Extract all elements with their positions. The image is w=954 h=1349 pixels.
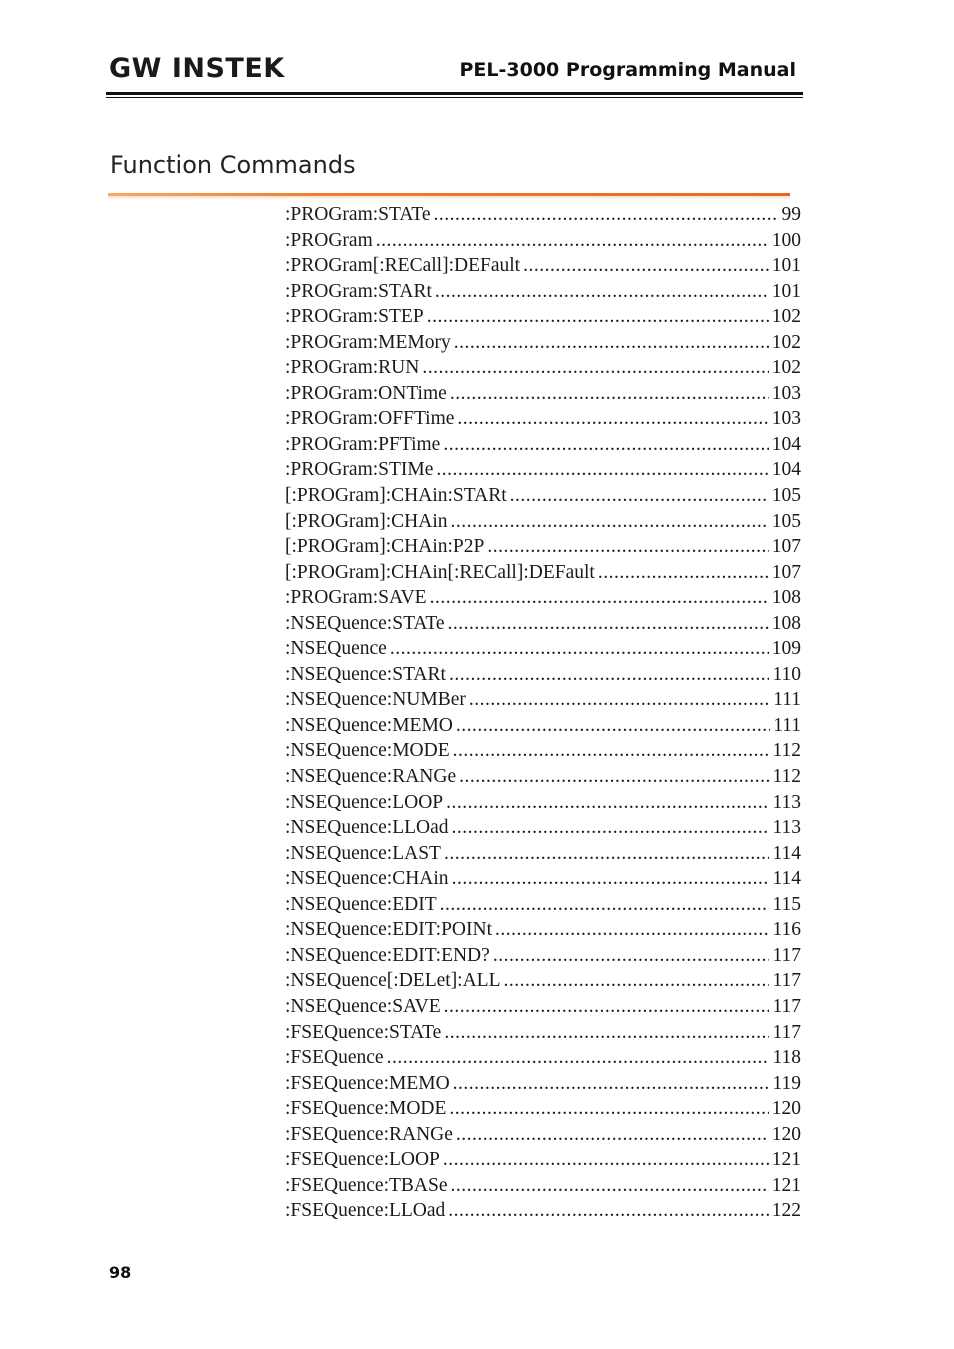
header-rule-thin	[106, 97, 803, 98]
toc-leader-dots	[436, 457, 768, 483]
toc-command: :NSEQuence	[285, 638, 387, 660]
toc-entry[interactable]	[285, 1096, 801, 1122]
toc-command: :FSEQuence:LOOP	[285, 1149, 440, 1171]
toc-page-number: 111	[773, 714, 801, 736]
toc-leader-dots	[434, 202, 779, 228]
toc-command: :FSEQuence:STATe	[285, 1021, 442, 1043]
toc-command: :FSEQuence:MEMO	[285, 1072, 450, 1094]
toc-command: :NSEQuence:EDIT	[285, 893, 437, 915]
toc-command: :FSEQuence:RANGe	[285, 1123, 453, 1145]
toc-page-number: 119	[772, 1072, 801, 1094]
page-number: 98	[109, 1263, 132, 1282]
toc-command: :NSEQuence:RANGe	[285, 766, 457, 788]
toc-page-number: 102	[771, 306, 801, 328]
toc-command: :NSEQuence:LAST	[285, 842, 441, 864]
toc-page-number: 117	[772, 995, 801, 1017]
toc-page-number: 112	[772, 766, 801, 788]
toc-leader-dots	[598, 560, 769, 586]
toc-command: :PROGram:STIMe	[285, 459, 434, 481]
toc-command: [:PROGram]:CHAin[:RECall]:DEFault	[285, 561, 595, 583]
toc-entry[interactable]	[285, 1071, 801, 1097]
toc-leader-dots	[453, 738, 770, 764]
toc-entry[interactable]	[285, 738, 801, 764]
toc-entry[interactable]	[285, 560, 801, 586]
toc-page-number: 114	[772, 868, 801, 890]
toc-leader-dots	[510, 483, 769, 509]
toc-entry[interactable]	[285, 509, 801, 535]
toc-page-number: 100	[771, 229, 801, 251]
toc-leader-dots	[448, 1198, 768, 1224]
toc-page-number: 102	[771, 331, 801, 353]
toc-command: [:PROGram]:CHAin	[285, 510, 448, 532]
toc-command: :PROGram:STATe	[285, 204, 431, 225]
toc-entry[interactable]	[285, 432, 801, 458]
toc-leader-dots	[493, 943, 770, 969]
toc-entry[interactable]	[285, 917, 801, 943]
toc-leader-dots	[449, 1096, 768, 1122]
toc-entry[interactable]	[285, 381, 801, 407]
toc-page-number: 112	[772, 740, 801, 762]
toc-entry[interactable]	[285, 534, 801, 560]
toc-page-number: 122	[771, 1200, 801, 1222]
toc-leader-dots	[390, 636, 769, 662]
toc-page-number: 110	[772, 663, 801, 685]
toc-leader-dots	[504, 968, 770, 994]
toc-leader-dots	[459, 764, 769, 790]
toc-page-number: 117	[772, 970, 801, 992]
toc-command: :PROGram:STARt	[285, 280, 432, 302]
toc-leader-dots	[453, 1071, 770, 1097]
toc-page-number: 109	[771, 638, 801, 660]
toc-leader-dots	[440, 892, 770, 918]
toc-entry[interactable]	[285, 687, 801, 713]
section-title: Function Commands	[110, 151, 356, 179]
toc-leader-dots	[454, 330, 769, 356]
toc-command: :NSEQuence:STATe	[285, 612, 445, 634]
toc-command: :FSEQuence	[285, 1047, 384, 1069]
toc-leader-dots	[444, 1020, 769, 1046]
toc-page-number: 107	[771, 561, 801, 583]
toc-page-number: 121	[771, 1149, 801, 1171]
toc-command: :NSEQuence:STARt	[285, 663, 446, 685]
toc-leader-dots	[452, 815, 770, 841]
toc-page-number: 107	[771, 536, 801, 558]
toc-entry[interactable]	[285, 790, 801, 816]
toc-command: :FSEQuence:LLOad	[285, 1200, 446, 1222]
toc-command: :PROGram:STEP	[285, 306, 424, 328]
toc-command: :NSEQuence:MEMO	[285, 714, 453, 736]
toc-entry[interactable]	[285, 994, 801, 1020]
toc-list	[285, 202, 801, 1224]
toc-page-number: 117	[772, 944, 801, 966]
toc-page-number: 113	[772, 817, 801, 839]
toc-command: :NSEQuence:LOOP	[285, 791, 444, 813]
toc-leader-dots	[444, 994, 770, 1020]
toc-entry[interactable]	[285, 713, 801, 739]
toc-leader-dots	[457, 406, 768, 432]
toc-command: :FSEQuence:MODE	[285, 1098, 447, 1120]
toc-command: :PROGram:RUN	[285, 357, 420, 379]
toc-entry[interactable]	[285, 228, 801, 254]
toc-leader-dots	[487, 534, 768, 560]
toc-leader-dots	[443, 1147, 769, 1173]
toc-entry[interactable]	[285, 841, 801, 867]
toc-entry[interactable]	[285, 866, 801, 892]
toc-leader-dots	[449, 662, 770, 688]
toc-page-number: 120	[771, 1098, 801, 1120]
toc-entry[interactable]	[285, 1122, 801, 1148]
toc-command: :NSEQuence:NUMBer	[285, 689, 466, 711]
toc-leader-dots	[376, 228, 769, 254]
toc-command: :PROGram:SAVE	[285, 587, 427, 609]
toc-page-number: 103	[771, 382, 801, 404]
toc-page-number: 101	[771, 255, 801, 277]
toc-entry[interactable]	[285, 611, 801, 637]
toc-entry[interactable]	[285, 279, 801, 305]
toc-leader-dots	[456, 713, 770, 739]
toc-leader-dots	[387, 1045, 770, 1071]
toc-entry[interactable]	[285, 1173, 801, 1199]
toc-leader-dots	[456, 1122, 769, 1148]
toc-entry[interactable]	[285, 1020, 801, 1046]
toc-leader-dots	[495, 917, 769, 943]
toc-page-number: 116	[772, 919, 801, 941]
toc-entry[interactable]	[285, 1147, 801, 1173]
toc-entry[interactable]	[285, 355, 801, 381]
toc-command: :NSEQuence:CHAin	[285, 868, 449, 890]
toc-leader-dots	[446, 790, 769, 816]
toc-command: :NSEQuence:EDIT:POINt	[285, 919, 492, 941]
toc-entry[interactable]	[285, 1045, 801, 1071]
toc-command: [:PROGram]:CHAin:P2P	[285, 536, 485, 558]
toc-command: :PROGram:MEMory	[285, 331, 451, 353]
toc-entry[interactable]	[285, 330, 801, 356]
toc-entry[interactable]	[285, 1198, 801, 1224]
toc-command: :NSEQuence:EDIT:END?	[285, 944, 490, 966]
toc-page-number: 111	[773, 689, 801, 711]
toc-page-number: 105	[771, 485, 801, 507]
toc-leader-dots	[469, 687, 770, 713]
toc-command: :PROGram:OFFTime	[285, 408, 455, 430]
toc-page-number: 113	[772, 791, 801, 813]
section-underline-shadow	[108, 196, 790, 200]
toc-command: :PROGram:PFTime	[285, 433, 441, 455]
toc-command: :NSEQuence:MODE	[285, 740, 450, 762]
toc-page-number: 114	[772, 842, 801, 864]
toc-leader-dots	[427, 304, 769, 330]
toc-leader-dots	[443, 432, 768, 458]
toc-page-number: 117	[772, 1021, 801, 1043]
toc-entry[interactable]	[285, 457, 801, 483]
toc-page-number: 121	[771, 1174, 801, 1196]
toc-leader-dots	[448, 611, 769, 637]
toc-page-number: 120	[771, 1123, 801, 1145]
toc-leader-dots	[430, 585, 769, 611]
toc-page-number: 104	[771, 433, 801, 455]
toc-leader-dots	[422, 355, 768, 381]
toc-page-number: 102	[771, 357, 801, 379]
toc-command: :PROGram[:RECall]:DEFault	[285, 255, 521, 277]
toc-entry[interactable]	[285, 636, 801, 662]
toc-entry[interactable]	[285, 764, 801, 790]
toc-page-number: 104	[771, 459, 801, 481]
toc-entry[interactable]	[285, 662, 801, 688]
manual-title: PEL-3000 Programming Manual	[459, 59, 796, 81]
toc-leader-dots	[444, 841, 769, 867]
toc-command: :FSEQuence:TBASe	[285, 1174, 448, 1196]
toc-command: :NSEQuence[:DELet]:ALL	[285, 970, 501, 992]
toc-page-number: 99	[781, 204, 801, 225]
toc-entry[interactable]	[285, 892, 801, 918]
toc-entry[interactable]	[285, 815, 801, 841]
toc-page-number: 118	[772, 1047, 801, 1069]
toc-entry[interactable]	[285, 406, 801, 432]
toc-entry[interactable]	[285, 304, 801, 330]
toc-command: :PROGram:ONTime	[285, 382, 447, 404]
toc-command: :NSEQuence:SAVE	[285, 995, 441, 1017]
toc-page-number: 115	[772, 893, 801, 915]
toc-leader-dots	[452, 866, 770, 892]
toc-entry[interactable]	[285, 585, 801, 611]
toc-leader-dots	[523, 253, 769, 279]
toc-leader-dots	[435, 279, 769, 305]
toc-command: [:PROGram]:CHAin:STARt	[285, 485, 507, 507]
toc-entry[interactable]	[285, 943, 801, 969]
toc-page-number: 108	[771, 587, 801, 609]
toc-page-number: 101	[771, 280, 801, 302]
toc-leader-dots	[450, 381, 769, 407]
header-rule-thick	[106, 92, 803, 95]
toc-entry[interactable]	[285, 253, 801, 279]
toc-page-number: 108	[771, 612, 801, 634]
brand-logo: GW INSTEK	[109, 53, 285, 84]
toc-leader-dots	[451, 509, 769, 535]
toc-page-number: 103	[771, 408, 801, 430]
toc-entry[interactable]	[285, 483, 801, 509]
toc-page-number: 105	[771, 510, 801, 532]
toc-command: :PROGram	[285, 229, 373, 251]
toc-leader-dots	[450, 1173, 768, 1199]
toc-entry[interactable]	[285, 202, 801, 228]
toc-command: :NSEQuence:LLOad	[285, 817, 449, 839]
toc-entry[interactable]	[285, 968, 801, 994]
